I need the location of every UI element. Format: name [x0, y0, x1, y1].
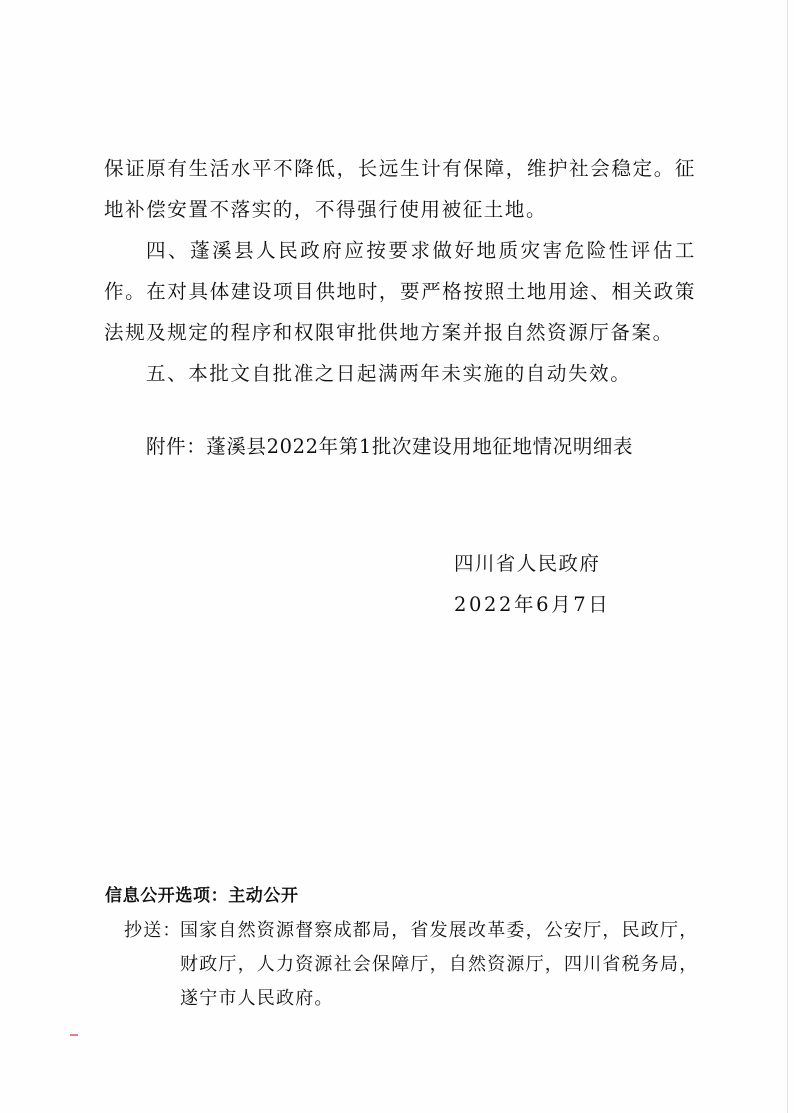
cc-label: 抄送： [124, 920, 182, 941]
red-stamp-fragment [70, 1034, 78, 1036]
attachment-line: 附件：蓬溪县2022年第1批次建设用地征地情况明细表 [146, 435, 634, 458]
cc-block [124, 914, 704, 1016]
page-edge-shadow [787, 0, 788, 1113]
cc-recipients: 国家自然资源督察成都局，省发展改革委，公安厅，民政厅，财政厅，人力资源社会保障厅，自然资源厅，四川省税务局，遂宁市人民政府。 [180, 920, 699, 1009]
paragraph-compensation: 保证原有生活水平不降低，长远生计有保障，维护社会稳定。征地补偿安置不落实的，不得强行使用被征土地。 [104, 157, 696, 221]
issue-date: 2022年6月7日 [454, 593, 611, 616]
paragraph-item-five: 五、本批文自批准之日起满两年未实施的自动失效。 [146, 362, 632, 385]
disclosure-option: 信息公开选项：主动公开 [105, 886, 299, 906]
issuer-name: 四川省人民政府 [454, 552, 601, 575]
paragraph-item-four: 四、蓬溪县人民政府应按要求做好地质灾害危险性评估工作。在对具体建设项目供地时，要严格按照土地用途、相关政策法规及规定的程序和权限审批供地方案并报自然资源厅备案。 [104, 239, 696, 344]
